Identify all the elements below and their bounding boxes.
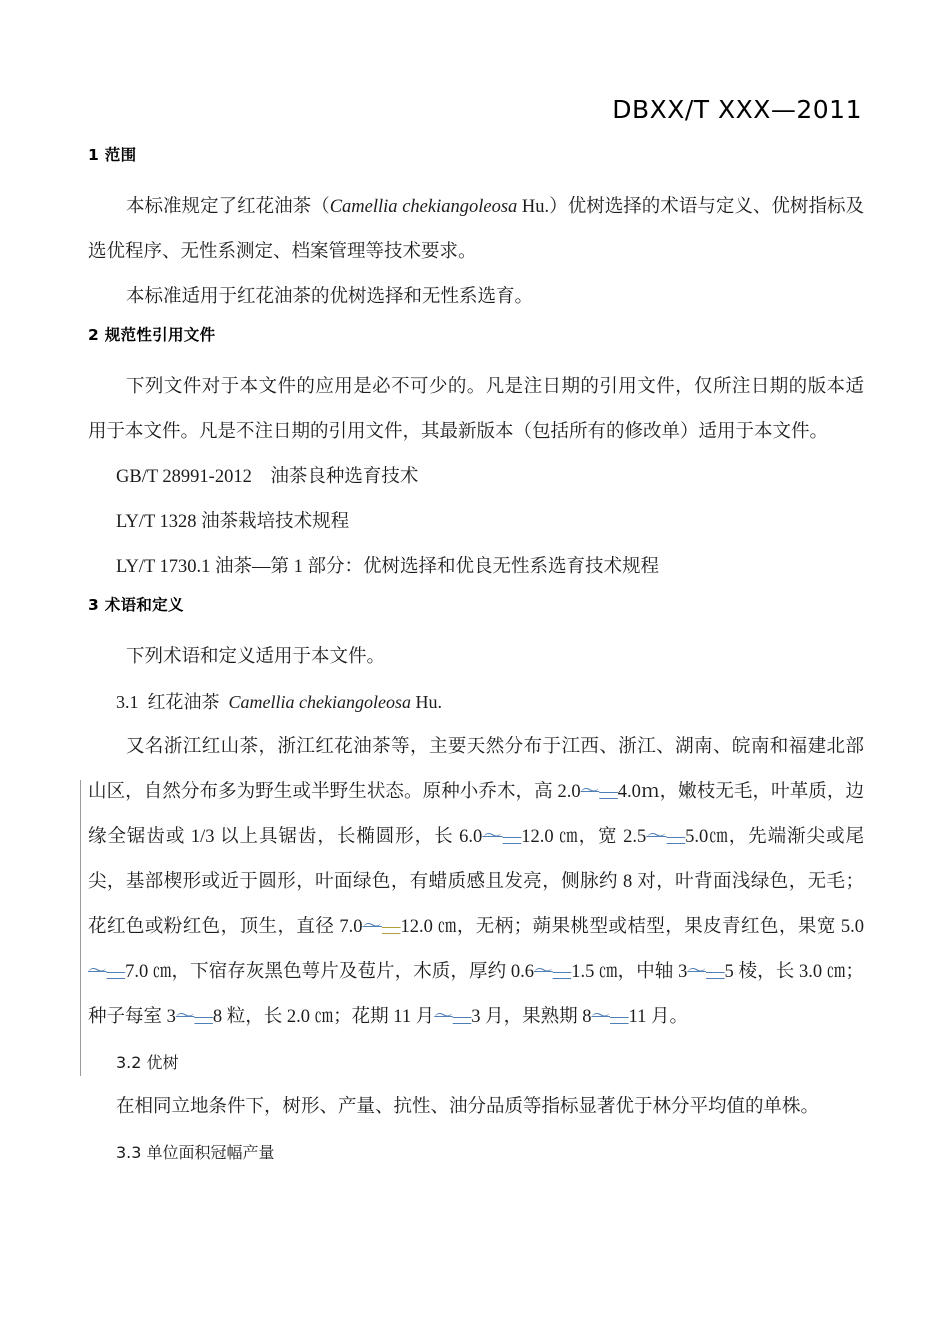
scientific-name-camellia: Camellia chekiangoleosa [329, 197, 518, 217]
term-latin-authority-3-1: Hu. [410, 692, 442, 712]
term-heading-3-1 [88, 680, 864, 725]
term-description-run: 3 月，果熟期 8 [471, 1007, 592, 1027]
tracked-insertion-alt-author: — [381, 917, 401, 937]
tracked-insertion: — [106, 962, 126, 982]
heading-section-2: 2 规范性引用文件 [88, 326, 216, 344]
tracked-insertion: — [452, 1007, 472, 1027]
reference-item-lyt-1730-1: LY/T 1730.1 油茶—第 1 部分：优树选择和优良无性系选育技术规程 [116, 557, 660, 577]
paragraph-scope-2: 本标准适用于红花油茶的优树选择和无性系选育。 [126, 287, 534, 307]
document-body [88, 140, 864, 1175]
tracked-insertion: — [194, 1007, 213, 1027]
tracked-deletion: ～ [534, 962, 553, 982]
tracked-deletion: ～ [482, 827, 503, 847]
term-heading-3-3: 3.3 单位面积冠幅产量 [116, 1143, 275, 1162]
scope-text-after: Hu.）优树选择的术语与定义、优树指标及选优程序、无性系测定、档案管理等技术要求。 [88, 197, 864, 262]
term-description-run: 12.0 ㎝，无柄；蒴果桃型或桔型，果皮青红色，果宽 5.0 [400, 917, 864, 937]
term-description-run: 5 棱，长 3.0 ㎝；种子每室 3 [88, 962, 864, 1027]
tracked-deletion: ～ [434, 1007, 453, 1027]
revision-change-bar [80, 780, 81, 1076]
scope-text-before: 本标准规定了红花油茶（ [126, 197, 330, 217]
tracked-deletion: ～ [591, 1007, 611, 1027]
paragraph-scope-1 [88, 185, 864, 275]
running-header-standard-number: DBXX/T XXX—2011 [612, 95, 862, 124]
heading-section-1: 1 范围 [88, 146, 137, 164]
term-description-run: 5.0㎝，先端渐尖或尾尖，基部楔形或近于圆形，叶面绿色，有蜡质感且发亮，侧脉约 8 对，叶背面浅绿色，无毛；花红色或粉红色，顶生，直径 7.0 [88, 827, 864, 937]
reference-item-gbt-28991: GB/T 28991-2012 油茶良种选育技术 [116, 467, 419, 487]
term-description-run: 12.0 ㎝，宽 2.5 [521, 827, 647, 847]
term-latin-3-1: Camellia chekiangoleosa [228, 692, 411, 712]
term-name-3-1: 红花油茶 [147, 692, 220, 712]
paragraph-terms-intro: 下列术语和定义适用于本文件。 [126, 647, 386, 667]
tracked-deletion: ～ [175, 1007, 195, 1027]
term-description-run: 8 粒，长 2.0 ㎝；花期 11 月 [212, 1007, 435, 1027]
tracked-insertion: — [706, 962, 725, 982]
term-description-run: 又名浙江红山茶，浙江红花油茶等，主要天然分布于江西、浙江、湖南、皖南和福建北部山区，自然分布多为野生或半野生状态。原种小乔木，高 2.0 [88, 737, 864, 802]
tracked-deletion: ～ [687, 962, 707, 982]
reference-item-lyt-1328: LY/T 1328 油茶栽培技术规程 [116, 512, 350, 532]
tracked-insertion: — [599, 782, 618, 802]
term-description-run: 11 月。 [628, 1007, 688, 1027]
term-number-3-1: 3.1 [116, 692, 139, 712]
tracked-insertion: — [552, 962, 572, 982]
tracked-insertion: — [502, 827, 522, 847]
tracked-deletion: ～ [646, 827, 667, 847]
paragraph-term-3-2-description: 在相同立地条件下，树形、产量、抗性、油分品质等指标显著优于林分平均值的单株。 [116, 1097, 820, 1117]
term-description-run: 4.0ｍ，嫩枝无毛，叶革质，边缘全锯齿或 1/3 以上具锯齿，长椭圆形，长 6.0 [88, 782, 864, 847]
term-heading-3-2: 3.2 优树 [116, 1053, 179, 1072]
term-description-run: 1.5 ㎝，中轴 3 [571, 962, 688, 982]
tracked-insertion: — [666, 827, 686, 847]
paragraph-term-3-1-description [88, 725, 864, 1040]
tracked-deletion: ～ [88, 962, 107, 982]
heading-section-3: 3 术语和定义 [88, 596, 184, 614]
tracked-deletion: ～ [580, 782, 600, 802]
tracked-deletion: ～ [362, 917, 382, 937]
term-description-run: 7.0 ㎝，下宿存灰黑色萼片及苞片，木质，厚约 0.6 [125, 962, 534, 982]
tracked-insertion: — [610, 1007, 629, 1027]
paragraph-normative-refs-intro: 下列文件对于本文件的应用是必不可少的。凡是注日期的引用文件，仅所注日期的版本适用于本文件。凡是不注日期的引用文件，其最新版本（包括所有的修改单）适用于本文件。 [88, 377, 864, 442]
